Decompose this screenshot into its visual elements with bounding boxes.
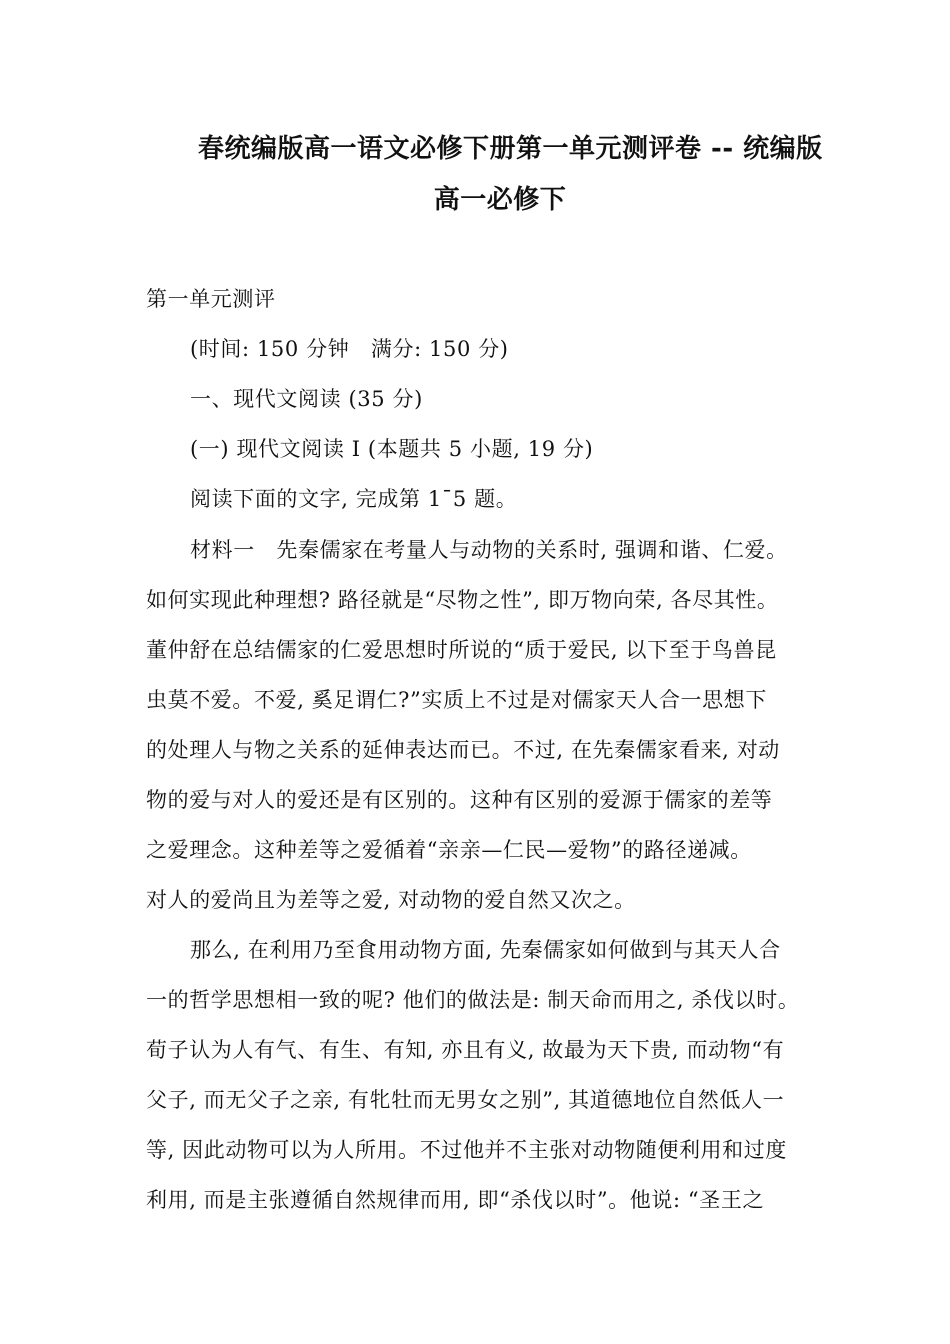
paragraph-1-line: 董仲舒在总结儒家的仁爱思想时所说的“质于爱民, 以下至于鸟兽昆 bbox=[146, 638, 777, 662]
paragraph-2-line: 父子, 而无父子之亲, 有牝牡而无男女之别”, 其道德地位自然低人一 bbox=[146, 1088, 785, 1112]
paragraph-2-line: 等, 因此动物可以为人所用。不过他并不主张对动物随便利用和过度 bbox=[146, 1138, 787, 1162]
paragraph-1-line: 虫莫不爱。不爱, 奚足谓仁?”实质上不过是对儒家天人合一思想下 bbox=[146, 688, 767, 712]
document-title-line-1: 春统编版高一语文必修下册第一单元测评卷 -- 统编版 bbox=[198, 134, 823, 164]
part-heading: 一、现代文阅读 (35 分) bbox=[190, 387, 423, 411]
sub-heading: (一) 现代文阅读 I (本题共 5 小题, 19 分) bbox=[190, 437, 594, 461]
paragraph-1-line: 物的爱与对人的爱还是有区别的。这种有区别的爱源于儒家的差等 bbox=[146, 788, 773, 812]
paragraph-2-line: 利用, 而是主张遵循自然规律而用, 即“杀伐以时”。他说: “圣王之 bbox=[146, 1188, 765, 1212]
paragraph-1-line: 如何实现此种理想? 路径就是“尽物之性”, 即万物向荣, 各尽其性。 bbox=[146, 588, 779, 612]
paragraph-1-line: 材料一 先秦儒家在考量人与动物的关系时, 强调和谐、仁爱。 bbox=[190, 538, 788, 562]
paragraph-1-line: 对人的爱尚且为差等之爱, 对动物的爱自然又次之。 bbox=[146, 888, 636, 912]
document-title-line-2: 高一必修下 bbox=[433, 185, 567, 215]
section-title: 第一单元测评 bbox=[146, 287, 276, 311]
paragraph-1-line: 之爱理念。这种差等之爱循着“亲亲—仁民—爱物”的路径递减。 bbox=[146, 838, 752, 862]
time-info: (时间: 150 分钟 满分: 150 分) bbox=[190, 337, 509, 361]
paragraph-2-line: 荀子认为人有气、有生、有知, 亦且有义, 故最为天下贵, 而动物“有 bbox=[146, 1038, 785, 1062]
instruction: 阅读下面的文字, 完成第 1¯5 题。 bbox=[190, 487, 518, 511]
paragraph-2-line: 那么, 在利用乃至食用动物方面, 先秦儒家如何做到与其天人合 bbox=[190, 938, 781, 962]
paragraph-1-line: 的处理人与物之关系的延伸表达而已。不过, 在先秦儒家看来, 对动 bbox=[146, 738, 780, 762]
paragraph-2-line: 一的哲学思想相一致的呢? 他们的做法是: 制天命而用之, 杀伐以时。 bbox=[146, 988, 800, 1012]
